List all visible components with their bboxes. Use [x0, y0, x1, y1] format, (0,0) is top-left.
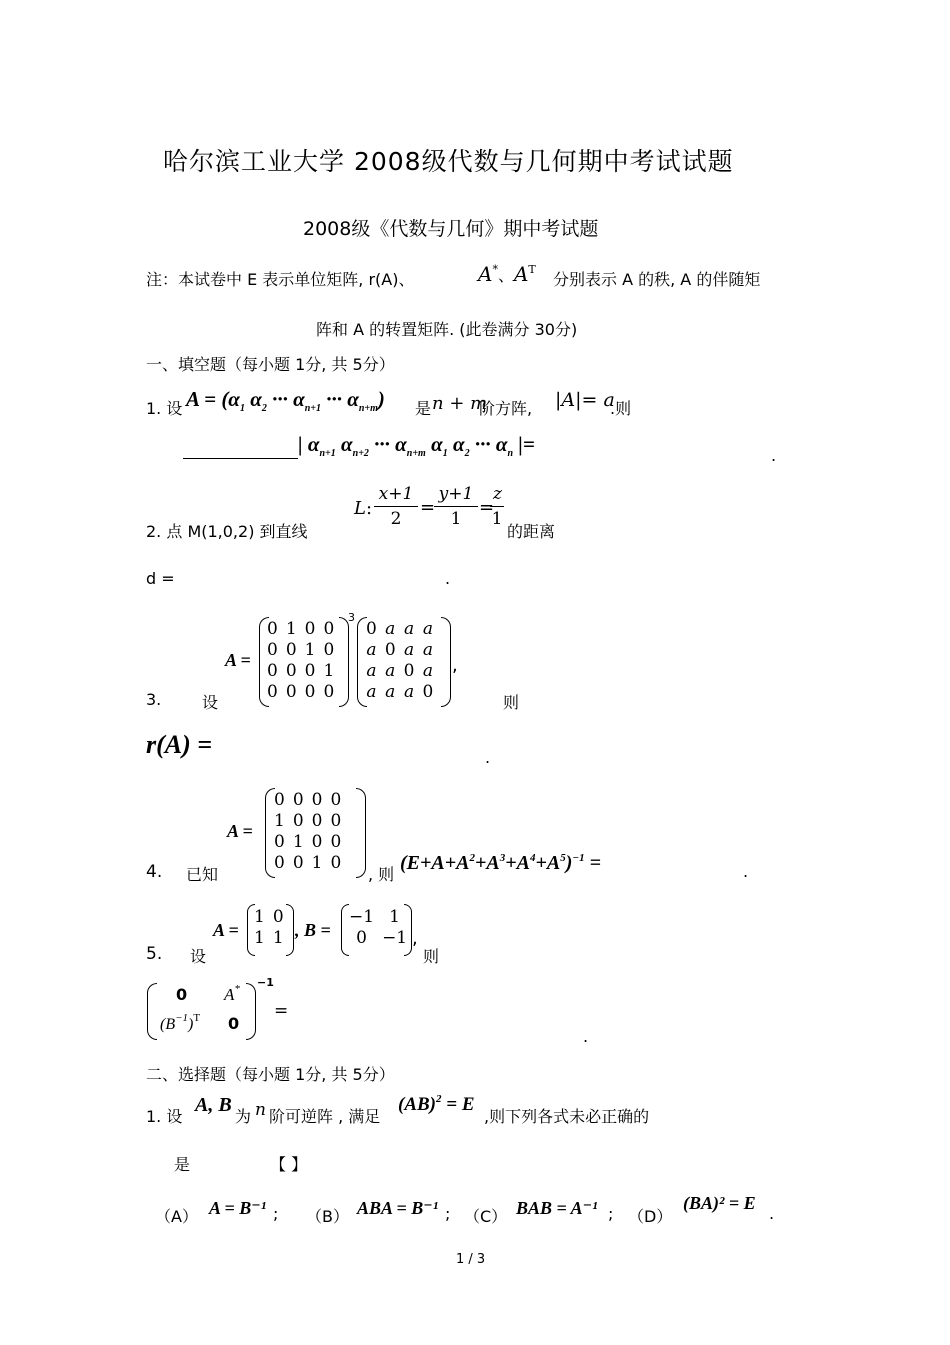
q5-she: 设: [190, 947, 207, 966]
q1-mid2: 阶方阵,: [479, 399, 533, 418]
comma: ,: [452, 655, 458, 676]
s2q1-prefix: 1. 设: [146, 1107, 183, 1126]
option-a[interactable]: [155, 1204, 198, 1227]
q1-tail: .则: [610, 399, 632, 418]
comma: ,: [412, 928, 418, 949]
bracket-left: [147, 983, 157, 1040]
s2q1-shi: 是: [174, 1155, 191, 1174]
q1-order: n + m: [432, 393, 488, 414]
q3-end: .: [485, 748, 491, 767]
note-line-1a: 注：本试卷中 E 表示单位矩阵, r(A)、: [146, 270, 415, 289]
eq-sign: =: [420, 497, 436, 518]
q4-prefix: 4.: [146, 862, 163, 882]
q5-B-eq: , B =: [295, 920, 331, 940]
block-adjoint: A*: [224, 983, 240, 1004]
option-d-sep: .: [769, 1204, 775, 1223]
option-d-expr: (BA)² = E: [683, 1193, 756, 1213]
q4-ze: , 则: [368, 865, 395, 884]
q3-prefix: 3.: [146, 690, 162, 709]
option-b[interactable]: [306, 1204, 349, 1227]
q4-known: 已知: [186, 865, 219, 884]
s2q1-wei: 为: [235, 1107, 252, 1126]
bracket-right: [339, 617, 349, 707]
option-c-sep: ;: [608, 1204, 614, 1223]
option-c[interactable]: [464, 1204, 507, 1227]
q1-end: .: [771, 446, 777, 465]
q1-det-a: |A|= a: [555, 389, 615, 411]
q5-A-eq: A =: [213, 920, 239, 940]
s2q1-n: n: [255, 1100, 266, 1120]
q3-power: 3: [348, 611, 355, 624]
q4-matrix: 0 0 0 0 1 0 0 0 0 1 0 0 0 0 1 0: [274, 790, 342, 873]
option-a-expr: A = B⁻¹: [209, 1198, 267, 1218]
option-a-sep: ;: [273, 1204, 279, 1223]
eq-sign: =: [274, 1001, 289, 1021]
s2q1-answer-bracket[interactable]: 【 】: [270, 1155, 308, 1174]
q5-matrix-B: −1 1 0 −1: [349, 907, 408, 948]
q3-rank-label[interactable]: r(A) =: [146, 730, 213, 759]
note-line-2: 阵和 A 的转置矩阵. (此卷满分 30分): [316, 320, 578, 339]
exam-subtitle: 2008级《代数与几何》期中考试题: [303, 218, 599, 240]
eq-sign: =: [479, 497, 495, 518]
q3-matrix-shift: 0 1 0 0 0 0 1 0 0 0 0 1 0 0 0 0: [267, 619, 335, 702]
bracket-right: [441, 617, 451, 707]
block-inverse-transpose: $(B^{-1})^T$: [160, 1012, 201, 1033]
block-power: −1: [257, 976, 274, 989]
option-d[interactable]: [628, 1204, 672, 1227]
q5-matrix-A: 1 0 1 1: [254, 907, 284, 948]
q1-matrix-def: $A = (\alpha_1$ $\alpha_2$ ··· $\alpha_{n+1}$ ··· $\alpha_{n+m}$): [186, 387, 385, 414]
option-label: （A）: [155, 1207, 198, 1226]
option-c-expr: BAB = A⁻¹: [516, 1198, 598, 1218]
bracket-right: [246, 983, 256, 1040]
option-label: （D）: [628, 1207, 673, 1226]
q2-frac-x: $\frac{x+1}{2}$: [374, 484, 418, 529]
q2-prefix: 2. 点 M(1,0,2) 到直线: [146, 522, 308, 541]
section2-heading: 二、选择题（每小题 1分, 共 5分）: [146, 1065, 395, 1084]
q5-ze: 则: [423, 947, 440, 966]
note-line-1b: 分别表示 A 的秩, A 的伴随矩: [553, 270, 761, 289]
q3-A-eq: A =: [225, 650, 251, 670]
s2q1-tail: ,则下列各式未必正确的: [484, 1107, 650, 1126]
q1-mid: 是: [415, 399, 432, 418]
q3-ze: 则: [503, 693, 520, 712]
bracket-right: [356, 788, 366, 878]
q4-expression: $(E+A+A^2+A^3+A^4+A^5)^{-1}$ =: [400, 852, 601, 874]
option-b-expr: ABA = B⁻¹: [357, 1198, 439, 1218]
section1-heading: 一、填空题（每小题 1分, 共 5分）: [146, 355, 395, 374]
math-adjoint-transpose: A*、$A^T$: [478, 262, 536, 286]
q2-frac-z: $\frac{z}{1}$: [491, 484, 503, 529]
option-b-sep: ;: [445, 1204, 451, 1223]
q2-d-label[interactable]: d =: [146, 569, 175, 588]
q2-frac-y: $\frac{y+1}{1}$: [434, 484, 478, 529]
q1-det-expression: | $\alpha_{n+1}$ $\alpha_{n+2}$ ··· $\alpha_{n+m}$ $\alpha_1$ $\alpha_2$ ··· $\alpha_n$ |=: [298, 432, 535, 459]
q5-end: .: [583, 1027, 589, 1046]
q4-end: .: [743, 862, 749, 881]
block-zero: 0: [176, 985, 188, 1004]
q3-she: 设: [202, 693, 219, 712]
s2q1-AB: A, B: [195, 1094, 232, 1116]
option-label: （C）: [464, 1207, 508, 1226]
bracket-right: [286, 904, 294, 956]
page-title: 哈尔滨工业大学 2008级代数与几何期中考试试题: [163, 147, 734, 176]
q2-tail: 的距离: [507, 522, 556, 541]
q2-line-label: L:: [354, 498, 373, 519]
s2q1-condition: (AB)$^2$ = E: [398, 1093, 475, 1115]
s2q1-jie: 阶可逆阵 , 满足: [269, 1107, 381, 1126]
q5-prefix: 5.: [146, 944, 163, 964]
q1-answer-blank[interactable]: [183, 440, 298, 459]
option-label: （B）: [306, 1207, 349, 1226]
q1-prefix: 1. 设: [146, 399, 183, 418]
q3-matrix-a: 0 a a a a 0 a a a a 0 a a a a 0: [366, 619, 434, 702]
block-zero: 0: [228, 1014, 240, 1033]
page-number: 1 / 3: [456, 1252, 486, 1267]
q2-end: .: [445, 569, 451, 588]
q4-A-eq: A =: [227, 821, 253, 841]
bracket-right: [404, 904, 412, 956]
